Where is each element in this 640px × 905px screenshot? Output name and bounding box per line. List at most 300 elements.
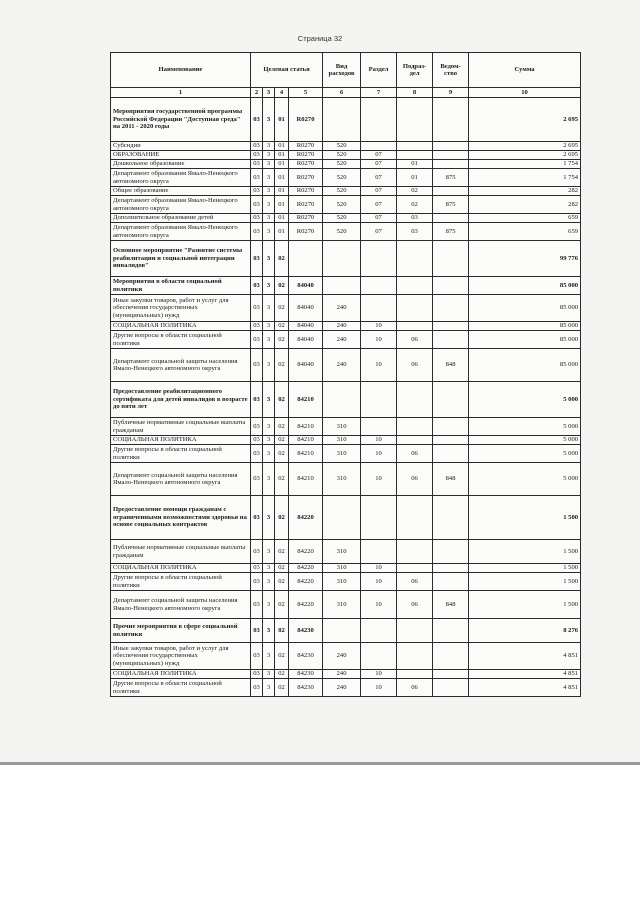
subsection-cell [397, 619, 433, 643]
column-numbers-row [111, 88, 581, 98]
target-part-3: 02 [275, 643, 289, 670]
amount-cell: 5 000 [469, 445, 581, 463]
header-subsection: Подраз-дел [397, 53, 433, 88]
target-part-2: 3 [263, 591, 275, 619]
department-cell [433, 445, 469, 463]
amount-cell: 8 276 [469, 619, 581, 643]
table-row [111, 241, 581, 277]
row-name-cell: СОЦИАЛЬНАЯ ПОЛИТИКА [111, 322, 251, 331]
target-part-2: 3 [263, 169, 275, 187]
target-part-1: 03 [251, 540, 263, 564]
target-part-3: 01 [275, 169, 289, 187]
table-row [111, 322, 581, 331]
table-row [111, 331, 581, 349]
target-part-3: 02 [275, 591, 289, 619]
expense-type-cell [323, 277, 361, 295]
target-part-2: 3 [263, 295, 275, 322]
row-name-cell: Департамент социальной защиты населения Ямало-Ненецкого автономного округа [111, 349, 251, 382]
subsection-cell [397, 98, 433, 142]
header-department: Ведом-ство [433, 53, 469, 88]
column-number: 2 [251, 88, 263, 98]
section-cell [361, 241, 397, 277]
target-part-3: 02 [275, 496, 289, 540]
table-row [111, 679, 581, 697]
subsection-cell: 02 [397, 187, 433, 196]
expense-type-cell: 310 [323, 418, 361, 436]
amount-cell: 5 000 [469, 418, 581, 436]
expense-type-cell: 240 [323, 349, 361, 382]
subsection-cell [397, 436, 433, 445]
target-part-2: 3 [263, 382, 275, 418]
row-name-cell: Предоставление реабилитационного сертификата для детей инвалидов в возрасте до пяти лет [111, 382, 251, 418]
expense-type-cell: 310 [323, 463, 361, 496]
target-part-2: 3 [263, 418, 275, 436]
amount-cell: 5 000 [469, 382, 581, 418]
expense-type-cell [323, 496, 361, 540]
target-part-2: 3 [263, 564, 275, 573]
target-part-2: 3 [263, 223, 275, 241]
expense-type-cell: 310 [323, 564, 361, 573]
department-cell [433, 643, 469, 670]
target-part-1: 03 [251, 331, 263, 349]
amount-cell: 1 500 [469, 591, 581, 619]
target-part-3: 02 [275, 436, 289, 445]
department-cell [433, 496, 469, 540]
target-code: 84040 [289, 331, 323, 349]
column-number: 4 [275, 88, 289, 98]
section-cell: 07 [361, 187, 397, 196]
target-part-3: 02 [275, 331, 289, 349]
amount-cell: 4 851 [469, 679, 581, 697]
row-name-cell: Другие вопросы в области социальной политики [111, 679, 251, 697]
subsection-cell: 06 [397, 331, 433, 349]
table-row [111, 223, 581, 241]
section-cell: 07 [361, 196, 397, 214]
target-code: 84220 [289, 540, 323, 564]
row-name-cell: Субсидии [111, 142, 251, 151]
expense-type-cell: 520 [323, 151, 361, 160]
section-cell: 10 [361, 591, 397, 619]
subsection-cell [397, 277, 433, 295]
target-part-1: 03 [251, 142, 263, 151]
target-part-3: 01 [275, 196, 289, 214]
target-part-1: 03 [251, 160, 263, 169]
expense-type-cell: 310 [323, 445, 361, 463]
department-cell [433, 418, 469, 436]
expense-type-cell: 240 [323, 670, 361, 679]
amount-cell: 5 000 [469, 463, 581, 496]
target-part-2: 3 [263, 670, 275, 679]
page-label: Страница 32 [297, 34, 343, 43]
target-part-1: 03 [251, 591, 263, 619]
target-part-1: 03 [251, 241, 263, 277]
expense-type-cell: 240 [323, 331, 361, 349]
department-cell [433, 241, 469, 277]
department-cell [433, 142, 469, 151]
table-row [111, 619, 581, 643]
target-part-1: 03 [251, 382, 263, 418]
department-cell [433, 322, 469, 331]
department-cell: 848 [433, 349, 469, 382]
section-cell: 10 [361, 322, 397, 331]
subsection-cell [397, 241, 433, 277]
target-code: 84230 [289, 670, 323, 679]
target-part-2: 3 [263, 151, 275, 160]
expense-type-cell [323, 98, 361, 142]
table-row [111, 142, 581, 151]
expense-type-cell: 520 [323, 160, 361, 169]
target-part-1: 03 [251, 619, 263, 643]
target-code: R0270 [289, 169, 323, 187]
row-name-cell: Мероприятия государственной программы Российской Федерации "Доступная среда" на 2011 - 2020 годы [111, 98, 251, 142]
subsection-cell [397, 418, 433, 436]
target-part-3: 02 [275, 679, 289, 697]
expense-type-cell: 520 [323, 142, 361, 151]
target-part-1: 03 [251, 679, 263, 697]
header-amount: Сумма [469, 53, 581, 88]
section-cell [361, 277, 397, 295]
target-part-1: 03 [251, 573, 263, 591]
target-code: 84220 [289, 591, 323, 619]
department-cell [433, 187, 469, 196]
table-row [111, 196, 581, 214]
target-part-2: 3 [263, 679, 275, 697]
subsection-cell [397, 151, 433, 160]
target-code: 84040 [289, 277, 323, 295]
subsection-cell: 03 [397, 223, 433, 241]
row-name-cell: СОЦИАЛЬНАЯ ПОЛИТИКА [111, 670, 251, 679]
column-number: 5 [289, 88, 323, 98]
row-name-cell: Публичные нормативные социальные выплаты гражданам [111, 540, 251, 564]
section-cell [361, 418, 397, 436]
target-part-2: 3 [263, 463, 275, 496]
department-cell: 848 [433, 591, 469, 619]
subsection-cell: 06 [397, 591, 433, 619]
row-name-cell: Департамент образования Ямало-Ненецкого автономного округа [111, 223, 251, 241]
expense-type-cell [323, 382, 361, 418]
target-part-2: 3 [263, 540, 275, 564]
target-code: 84210 [289, 445, 323, 463]
amount-cell: 85 000 [469, 349, 581, 382]
header-target: Целевая статья [251, 53, 323, 88]
table-row [111, 463, 581, 496]
row-name-cell: Мероприятия в области социальной политики [111, 277, 251, 295]
amount-cell: 4 851 [469, 670, 581, 679]
table-row [111, 214, 581, 223]
table-row [111, 540, 581, 564]
department-cell: 848 [433, 463, 469, 496]
section-cell: 10 [361, 670, 397, 679]
department-cell: 875 [433, 196, 469, 214]
target-part-2: 3 [263, 643, 275, 670]
column-number: 8 [397, 88, 433, 98]
amount-cell: 85 000 [469, 322, 581, 331]
department-cell [433, 382, 469, 418]
row-name-cell: Дополнительное образование детей [111, 214, 251, 223]
target-part-1: 03 [251, 564, 263, 573]
target-part-2: 3 [263, 349, 275, 382]
department-cell [433, 670, 469, 679]
subsection-cell [397, 142, 433, 151]
subsection-cell: 01 [397, 160, 433, 169]
department-cell [433, 619, 469, 643]
target-part-2: 3 [263, 214, 275, 223]
target-code: 84040 [289, 295, 323, 322]
row-name-cell: Департамент социальной защиты населения Ямало-Ненецкого автономного округа [111, 591, 251, 619]
expense-type-cell: 240 [323, 643, 361, 670]
target-part-2: 3 [263, 436, 275, 445]
table-row [111, 151, 581, 160]
target-part-2: 3 [263, 573, 275, 591]
section-cell [361, 540, 397, 564]
target-code: 84230 [289, 619, 323, 643]
target-part-3: 02 [275, 295, 289, 322]
table-row [111, 670, 581, 679]
target-code: 84220 [289, 496, 323, 540]
section-cell [361, 619, 397, 643]
header-name: Наименование [111, 53, 251, 88]
section-cell [361, 142, 397, 151]
section-cell: 10 [361, 463, 397, 496]
target-part-3: 01 [275, 142, 289, 151]
column-number: 9 [433, 88, 469, 98]
table-body [111, 98, 581, 697]
target-code: R0270 [289, 196, 323, 214]
subsection-cell [397, 670, 433, 679]
table-row [111, 496, 581, 540]
subsection-cell [397, 564, 433, 573]
subsection-cell [397, 382, 433, 418]
target-part-1: 03 [251, 643, 263, 670]
target-code: R0270 [289, 98, 323, 142]
row-name-cell: Другие вопросы в области социальной политики [111, 573, 251, 591]
target-code: R0270 [289, 223, 323, 241]
subsection-cell: 01 [397, 169, 433, 187]
subsection-cell [397, 295, 433, 322]
department-cell [433, 573, 469, 591]
target-code: 84210 [289, 436, 323, 445]
target-code: 84210 [289, 418, 323, 436]
table-header [111, 53, 581, 88]
department-cell: 875 [433, 169, 469, 187]
target-part-2: 3 [263, 322, 275, 331]
subsection-cell: 06 [397, 573, 433, 591]
department-cell [433, 679, 469, 697]
section-cell: 10 [361, 564, 397, 573]
subsection-cell [397, 540, 433, 564]
target-part-3: 02 [275, 277, 289, 295]
department-cell [433, 295, 469, 322]
target-part-2: 3 [263, 196, 275, 214]
target-part-3: 02 [275, 670, 289, 679]
target-part-3: 02 [275, 241, 289, 277]
target-part-2: 3 [263, 241, 275, 277]
target-part-1: 03 [251, 418, 263, 436]
scan-edge [0, 762, 640, 765]
department-cell [433, 277, 469, 295]
table-row [111, 98, 581, 142]
target-part-3: 02 [275, 382, 289, 418]
target-part-1: 03 [251, 169, 263, 187]
amount-cell: 85 000 [469, 277, 581, 295]
expense-type-cell: 310 [323, 540, 361, 564]
table-row [111, 295, 581, 322]
target-part-2: 3 [263, 98, 275, 142]
column-number: 7 [361, 88, 397, 98]
department-cell [433, 436, 469, 445]
table-row [111, 382, 581, 418]
section-cell [361, 382, 397, 418]
table-row [111, 573, 581, 591]
target-part-3: 02 [275, 349, 289, 382]
department-cell [433, 214, 469, 223]
table-row [111, 187, 581, 196]
column-number: 6 [323, 88, 361, 98]
target-part-2: 3 [263, 445, 275, 463]
expense-type-cell: 310 [323, 436, 361, 445]
expense-type-cell: 520 [323, 214, 361, 223]
target-part-3: 02 [275, 322, 289, 331]
row-name-cell: Иные закупки товаров, работ и услуг для обеспечения государственных (муниципальных) нужд [111, 295, 251, 322]
department-cell [433, 151, 469, 160]
department-cell [433, 98, 469, 142]
expense-type-cell: 240 [323, 679, 361, 697]
row-name-cell: Дошкольное образование [111, 160, 251, 169]
target-part-1: 03 [251, 187, 263, 196]
amount-cell: 99 776 [469, 241, 581, 277]
row-name-cell: Другие вопросы в области социальной политики [111, 331, 251, 349]
target-part-3: 01 [275, 223, 289, 241]
target-part-3: 01 [275, 214, 289, 223]
target-code: R0270 [289, 142, 323, 151]
row-name-cell: Департамент образования Ямало-Ненецкого автономного округа [111, 169, 251, 187]
target-code: R0270 [289, 214, 323, 223]
section-cell: 07 [361, 223, 397, 241]
target-code: 84220 [289, 564, 323, 573]
target-code: 84220 [289, 573, 323, 591]
subsection-cell: 06 [397, 445, 433, 463]
target-code: R0270 [289, 151, 323, 160]
target-part-2: 3 [263, 142, 275, 151]
table-row [111, 169, 581, 187]
target-part-1: 03 [251, 196, 263, 214]
subsection-cell [397, 322, 433, 331]
section-cell: 07 [361, 214, 397, 223]
row-name-cell: Общее образование [111, 187, 251, 196]
row-name-cell: Публичные нормативные социальные выплаты гражданам [111, 418, 251, 436]
target-part-3: 01 [275, 160, 289, 169]
row-name-cell: Основное мероприятие "Развитие системы реабилитации и социальной интеграции инвалидов" [111, 241, 251, 277]
amount-cell: 1 754 [469, 169, 581, 187]
table-row [111, 591, 581, 619]
column-number: 3 [263, 88, 275, 98]
table-row [111, 277, 581, 295]
expense-type-cell: 520 [323, 187, 361, 196]
target-code: 84210 [289, 463, 323, 496]
section-cell [361, 496, 397, 540]
expense-type-cell: 520 [323, 223, 361, 241]
target-part-1: 03 [251, 496, 263, 540]
target-part-2: 3 [263, 619, 275, 643]
table-row [111, 564, 581, 573]
row-name-cell: Департамент социальной защиты населения Ямало-Ненецкого автономного округа [111, 463, 251, 496]
target-code: 84230 [289, 679, 323, 697]
section-cell: 07 [361, 160, 397, 169]
section-cell [361, 643, 397, 670]
department-cell: 875 [433, 223, 469, 241]
target-part-1: 03 [251, 277, 263, 295]
target-part-1: 03 [251, 436, 263, 445]
target-part-1: 03 [251, 322, 263, 331]
target-part-3: 01 [275, 151, 289, 160]
amount-cell: 1 500 [469, 573, 581, 591]
amount-cell: 2 695 [469, 98, 581, 142]
amount-cell: 5 000 [469, 436, 581, 445]
target-code: 84210 [289, 382, 323, 418]
subsection-cell: 03 [397, 214, 433, 223]
section-cell: 07 [361, 151, 397, 160]
section-cell: 07 [361, 169, 397, 187]
row-name-cell: Предоставление помощи гражданам с ограниченными возможностями здоровья на основе социальных контрактов [111, 496, 251, 540]
row-name-cell: Департамент образования Ямало-Ненецкого автономного округа [111, 196, 251, 214]
subsection-cell [397, 496, 433, 540]
table-row [111, 436, 581, 445]
target-part-1: 03 [251, 98, 263, 142]
target-part-3: 02 [275, 564, 289, 573]
row-name-cell: СОЦИАЛЬНАЯ ПОЛИТИКА [111, 436, 251, 445]
target-part-1: 03 [251, 463, 263, 496]
amount-cell: 1 500 [469, 564, 581, 573]
target-part-3: 02 [275, 463, 289, 496]
subsection-cell [397, 643, 433, 670]
expense-type-cell [323, 241, 361, 277]
column-number: 10 [469, 88, 581, 98]
table-row [111, 445, 581, 463]
subsection-cell: 06 [397, 463, 433, 496]
target-code: 84230 [289, 643, 323, 670]
header-section: Раздел [361, 53, 397, 88]
amount-cell: 2 695 [469, 142, 581, 151]
expense-type-cell: 520 [323, 169, 361, 187]
row-name-cell: Другие вопросы в области социальной политики [111, 445, 251, 463]
target-part-2: 3 [263, 160, 275, 169]
target-part-3: 02 [275, 445, 289, 463]
target-part-3: 01 [275, 187, 289, 196]
expense-type-cell: 310 [323, 591, 361, 619]
expense-type-cell: 240 [323, 295, 361, 322]
target-code: 84040 [289, 322, 323, 331]
target-part-2: 3 [263, 496, 275, 540]
amount-cell: 2 695 [469, 151, 581, 160]
table-row [111, 349, 581, 382]
target-part-1: 03 [251, 223, 263, 241]
target-part-3: 02 [275, 418, 289, 436]
department-cell [433, 160, 469, 169]
target-part-1: 03 [251, 349, 263, 382]
target-part-3: 01 [275, 98, 289, 142]
target-part-2: 3 [263, 331, 275, 349]
amount-cell: 659 [469, 214, 581, 223]
target-part-2: 3 [263, 187, 275, 196]
target-part-3: 02 [275, 619, 289, 643]
target-code: 84040 [289, 349, 323, 382]
row-name-cell: Прочие мероприятия в сфере социальной политики [111, 619, 251, 643]
section-cell: 10 [361, 445, 397, 463]
section-cell: 10 [361, 331, 397, 349]
department-cell [433, 331, 469, 349]
section-cell: 10 [361, 573, 397, 591]
amount-cell: 282 [469, 196, 581, 214]
